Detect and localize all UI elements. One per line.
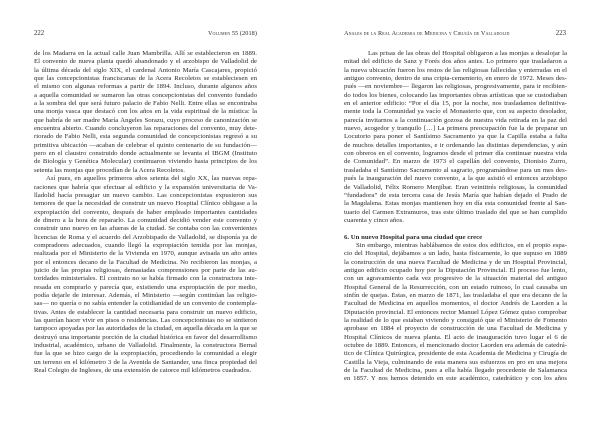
text-line: pués la inauguración del nuevo convento, a la que asistió el entonces arzobispo	[344, 175, 567, 183]
text-line: expropiación del convento, después de haber empleado importantes cantidades	[34, 208, 257, 216]
text-line: de Comunidad”. En marzo de 1973 el capellán del convento, Dionisio Zurro,	[344, 158, 567, 166]
running-head: Volumen 55 (2018)	[207, 30, 257, 37]
text-line: toridades ministeriales. El contrato no se había firmado con la constructora inte-	[34, 275, 257, 283]
text-line: Facultad de Medicina en aquellos momentos, el doctor Andrés de Laorden a la	[344, 300, 567, 308]
text-line: la construcción de una nueva Facultad de Medicina y de un Hospital Provincial,	[344, 258, 567, 266]
text-line: a la sombra del que será futuro palacio de Fabio Nelli. Entre ellas se encontraba	[34, 100, 257, 108]
text-line: licencias de Roma y el acuerdo del Arzobispado de Valladolid, se disponía ya de	[34, 233, 257, 241]
right-page	[300, 0, 600, 423]
text-line: tivas. Antes de establecer la cantidad necesaria para construir un nuevo edificio,	[34, 308, 257, 316]
text-line: el mismo con algunas reformas a partir de 1894. Incluso, durante algunos años	[34, 83, 257, 91]
text-line: de los Madarra en la actual calle Juan Mambrilla. Allí se establecieron en 1889.	[34, 50, 257, 57]
text-line: juicio de las propias religiosas, demasiadas comprensiones por parte de las au-	[34, 266, 257, 274]
text-line: El convento de nueva planta quedó abandonado y el arzobispo de Valladolid de	[34, 58, 257, 66]
section-heading: 6. Un nuevo Hospital para una ciudad que crece	[344, 233, 483, 241]
text-line: tico de Clínica Quirúrgica, presidente de esta Academia de Medicina y Cirugía de	[344, 350, 567, 358]
body-text	[34, 50, 257, 375]
text-line: cio del Hospital, dejábamos a un lado, hasta físicamente, lo que supuso en 1889	[344, 250, 567, 258]
text-line: destruyó una importante porción de la ciudad histórica en favor del desarrollismo	[34, 333, 257, 341]
text-line: nuevo, acogedor y tranquilo […] La primera preocupación fue la de preparar un	[344, 125, 567, 133]
text-line: Locutorio para poner el Santísimo Sacramento ya que la Capilla estaba a falta	[344, 133, 567, 141]
text-line: “fundadora” de esta tercera casa de Jesús María que habían dejado el Prado de	[344, 191, 567, 199]
text-line: sas— no quería o no sabía entender la cotidianidad de un convento de contempla-	[34, 300, 257, 308]
text-line: mitad del edificio de Sanz y Forés dos años antes. Lo primero que trasladaron a	[344, 58, 567, 66]
text-line: primitiva ubicación —acaban de celebrar el quinto centenario de su fundación—	[34, 141, 257, 149]
text-line: cuarenta y cinco años.	[344, 216, 404, 224]
text-line: antiguo convento, dentro de una cripta-cementerio, en enero de 1972. Meses des-	[344, 75, 567, 83]
text-line: mente toda la Comunidad ya vacío el Monasterio que, con su aspecto desolador,	[344, 108, 567, 116]
text-line: realizada por el Ministerio de la Vivienda en 1970, aunque avisada un año antes	[34, 250, 257, 258]
text-line: pero en el claustro construido donde actualmente se levanta el IBGM (Instituto	[34, 150, 257, 158]
text-line: que habría de ser madre María Ángeles Sorazu, cuyo proceso de canonización se	[34, 116, 257, 124]
text-line: industrial, académico, urbano de Valladolid. Finalmente, la constructora Bernal	[34, 342, 257, 350]
text-line: temores de que la necesidad de construir un nuevo Hospital Clínico obligase a la	[34, 200, 257, 208]
text-line: Castilla la Vieja, culminando de esta manera sus esfuerzos en pro en una mejora	[344, 358, 567, 366]
text-line: encuentra abierto. Cuando concluyeron las reparaciones del convento, muy dete-	[34, 125, 257, 133]
text-line: antiguo edificio ocupado hoy por la Diputación Provincial. El proceso fue lento,	[344, 266, 567, 274]
text-line: construir uno nuevo en las afueras de la ciudad. Se contaba con las convenientes	[34, 225, 257, 233]
text-line: con obreros en el convento, logramos desde el primer día continuar nuestra vida	[344, 150, 567, 158]
text-line: compradores adecuados, cuando llegó la expropiación temida por las monjas,	[34, 241, 257, 249]
text-line: la Magdalena. Estas monjas mantienen hoy en día esta comunidad frente al San-	[344, 200, 567, 208]
text-line: fue la que se hizo cargo de la expropiación, procediendo la comunidad a elegir	[34, 350, 257, 358]
text-line: resada en comprarlo y parecía que, existiendo una expropiación de por medio,	[34, 283, 257, 291]
text-line: de dinero a la hora de repararlo. La comunidad decidió vender este convento y	[34, 216, 257, 224]
text-line: podía dejarle de interesar. Además, el Ministerio —según continúan las religio-	[34, 291, 257, 299]
text-line: tampoco apoyadas por las autoridades de la ciudad, en aquella década en la que se	[34, 325, 257, 333]
text-line: la última década del siglo XIX, el cardenal Antonio María Cascajares, propició	[34, 66, 257, 74]
text-line: de muchos detalles importantes, e ir ordenando las distintas dependencias, y aún	[344, 141, 567, 149]
text-line: una monja vasca que destacó con los años en la vida espiritual de la mística: la	[34, 108, 257, 116]
text-line: pués —en noviembre— llegaron las religiosas, progresivamente, para ir recibien-	[344, 83, 567, 91]
text-line: do todos los bienes, colocando las importantes obras artísticas que se custodiaban	[344, 91, 567, 99]
text-line: riorado de Fabio Nelli, esta segunda comunidad de concepcionistas regresó a su	[34, 133, 257, 141]
text-line: parecía invitarnos a la continuación gozosa de nuestra vida retirada en la paz del	[344, 116, 567, 124]
text-line: Sin embargo, mientras hablábamos de estos dos edificios, en el propio espa-	[356, 241, 567, 249]
text-line: Hospital Clínicos de nueva planta. El acto de inauguración tuvo lugar el 6 de	[344, 333, 567, 341]
text-line: Diputación provincial. El entonces rector Manuel López Gómez quiso comprobar	[344, 308, 567, 316]
text-line: octubre de 1889. Entonces, el mencionado doctor Laorden era además de catedrá-	[344, 342, 567, 350]
text-line: en el anterior edificio: “Por el día 15, por la noche, nos trasladamos definitiva-	[344, 100, 567, 108]
body-text	[344, 50, 567, 384]
text-line: sinfín de quejas. Éstas, en marzo de 1871, las trasladaba el que era decano de la	[344, 291, 567, 299]
text-line: la realidad de lo que estaban viviendo y consiguió que el Ministerio de Fomento	[344, 317, 567, 324]
text-line	[344, 225, 567, 233]
page-number: 223	[555, 30, 566, 37]
text-line: aprobase en 1884 el proyecto de construcción de una Facultad de Medicina y	[344, 325, 567, 333]
text-line: Hospital General de la Resurrección, con un estado ruinoso, lo cual causaba un	[344, 283, 567, 291]
text-line: setenta las monjas que procedían de la Acera Recoletos.	[34, 166, 185, 174]
text-line: un terreno en el kilómetro 3 de la Avenida de Santander, una finca propiedad del	[34, 358, 257, 366]
text-line: Real Colegio de Ingleses, de una extensión de catorce mil kilómetros cuadrados.	[34, 367, 252, 375]
text-line: a aquella comunidad se sumaron las otras concepcionistas del convento fundado	[34, 91, 257, 99]
text-line: con un agravamiento cada vez progresivo de la situación material del antiguo	[344, 275, 567, 283]
text-line: Las prisas de las obras del Hospital obligaron a las monjas a desalojar la	[368, 50, 567, 57]
text-line: de la Facultad de Medicina, pues a ella había llegado procedente de Salamanca	[344, 367, 567, 375]
text-line: trasladaba el Santísimo Sacramento al sagrario, programándose para un mes des-	[344, 166, 567, 174]
page-number: 222	[34, 30, 45, 37]
text-line: en 1857. Y nos hemos detenido en este académico, catedrático y con los años	[344, 375, 567, 383]
text-line: que las concepcionistas franciscanas de la Acera Recoletos se estableciesen en	[34, 75, 257, 83]
text-line: de Valladolid, Félix Romero Menjíbar. Eran veintitrés religiosas, la comunidad	[344, 183, 567, 191]
text-line: tuario del Carmen Extramuros, tras este último traslado del que se han cumplido	[344, 208, 567, 216]
text-line: lladolid hacía presagiar un nuevo cambio. Las concepcionistas expusieron sus	[34, 191, 257, 199]
text-line: Así pues, en aquellos primeros años setenta del siglo XX, las nuevas repa-	[46, 175, 257, 183]
running-head: Anales de la Real Academia de Medicina y Cirugía de Valladolid	[344, 30, 510, 37]
text-line: por el entonces decano de la Facultad de Medicina. No recibieron las monjas, a	[34, 258, 257, 266]
text-line: las querían hacer vivir en pisos o residencias. Las concepcionistas no se sintieron	[34, 317, 257, 324]
text-line: raciones que habría que efectuar al edificio y la expansión universitaria de Va-	[34, 183, 257, 191]
text-line: la nueva ubicación fueron los restos de las religiosas fallecidas y enterradas en el	[344, 66, 567, 74]
text-line: de Biología y Genética Molecular) continuaron viviendo hasta principios de los	[34, 158, 257, 166]
